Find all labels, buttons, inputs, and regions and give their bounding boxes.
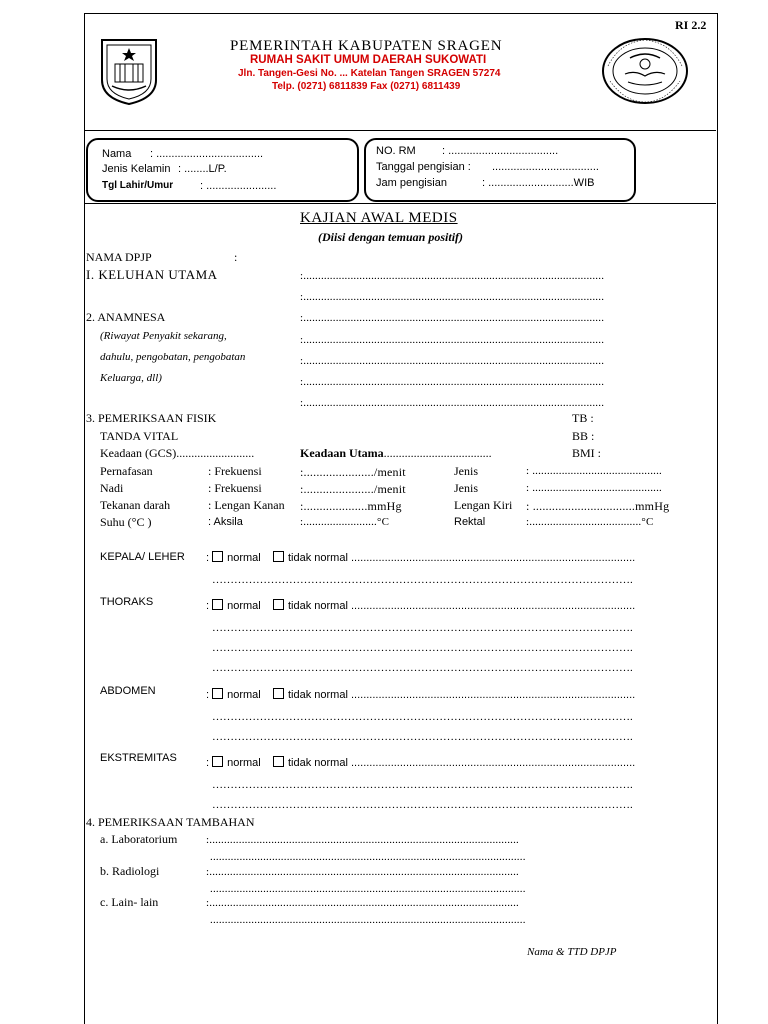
ekstremitas-line-1[interactable]: …………………………………………………………………………………………………….	[212, 779, 633, 791]
thoraks-tidak-normal-field[interactable]: .............................................................................................	[350, 600, 636, 612]
vital-pernafasan-sub: : Frekuensi	[208, 464, 262, 478]
abdomen-label: ABDOMEN	[100, 685, 156, 697]
abdomen-colon: :	[206, 689, 210, 701]
jenis-kelamin-field[interactable]: : ........L/P.	[178, 163, 227, 175]
pemeriksaan-fisik-label: 3. PEMERIKSAAN FISIK	[86, 411, 217, 425]
signature-label: Nama & TTD DPJP	[527, 946, 617, 958]
vital-tekanan-label2: Lengan Kiri	[454, 498, 513, 512]
dpjp-label: NAMA DPJP	[86, 250, 152, 264]
vital-pernafasan-label2: Jenis	[454, 464, 478, 478]
vital-tekanan-value[interactable]: :....................mmHg	[300, 499, 402, 513]
laboratorium-line-1[interactable]: :.........................................................................................................	[206, 834, 520, 846]
thoraks-line-2[interactable]: …………………………………………………………………………………………………….	[212, 642, 633, 654]
ekstremitas-line-2[interactable]: …………………………………………………………………………………………………….	[212, 799, 633, 811]
radiologi-label: b. Radiologi	[100, 864, 160, 878]
tgl-lahir-field[interactable]: : .......................	[200, 180, 277, 192]
thoraks-normal-label: normal	[227, 600, 261, 612]
vital-suhu-sub: : Aksila	[208, 516, 243, 528]
form-subtitle: (Diisi dengan temuan positif)	[318, 230, 464, 244]
abdomen-normal-label: normal	[227, 689, 261, 701]
lain-lain-line-1[interactable]: :.........................................................................................................	[206, 897, 520, 909]
vital-nadi-value[interactable]: :....................../menit	[300, 482, 406, 496]
thoraks-options	[206, 599, 635, 612]
kepala-line-1[interactable]: …………………………………………………………………………………………………….	[212, 574, 633, 586]
lain-lain-label: c. Lain- lain	[100, 895, 159, 909]
kepala-tidak-normal-checkbox[interactable]	[273, 551, 284, 562]
jam-label: Jam pengisian	[376, 177, 447, 189]
vital-suhu-label: Suhu (°C )	[100, 515, 152, 529]
anamnesa-line-4[interactable]: :......................................................................................................	[300, 376, 605, 388]
radiologi-line-1[interactable]: :.........................................................................................................	[206, 866, 520, 878]
bb-field[interactable]: BB :	[572, 429, 595, 443]
kepala-options	[206, 551, 635, 564]
hospital-address: Jln. Tangen-Gesi No. ... Katelan Tangen SRAGEN 57274	[238, 68, 501, 79]
anamnesa-note-1: (Riwayat Penyakit sekarang,	[100, 330, 227, 342]
ekstremitas-tidak-normal-checkbox[interactable]	[273, 756, 284, 767]
vital-tekanan-label: Tekanan darah	[100, 498, 171, 512]
anamnesa-line-3[interactable]: :......................................................................................................	[300, 355, 605, 367]
vital-tekanan-value2[interactable]: : ................................mmHg	[526, 499, 670, 513]
keadaan-gcs-field[interactable]: Keadaan (GCS)..........................	[100, 446, 255, 460]
vital-nadi-label: Nadi	[100, 481, 124, 495]
keluhan-utama-label: I. KELUHAN UTAMA	[86, 267, 218, 282]
kepala-colon: :	[206, 552, 210, 564]
kepala-tidak-normal-field[interactable]: .............................................................................................	[350, 552, 636, 564]
vital-nadi-label2: Jenis	[454, 481, 478, 495]
tanggal-field[interactable]: ...................................	[492, 161, 599, 173]
government-name: PEMERINTAH KABUPATEN SRAGEN	[230, 38, 503, 54]
jam-field[interactable]: : ............................WIB	[482, 177, 595, 189]
radiologi-line-2[interactable]: ...........................................................................................................	[210, 883, 526, 895]
nama-label: Nama	[102, 148, 132, 160]
form-title: KAJIAN AWAL MEDIS	[300, 210, 458, 226]
anamnesa-note-3: Keluarga, dll)	[100, 372, 162, 384]
keluhan-line-2[interactable]: :......................................................................................................	[300, 291, 605, 303]
vital-tekanan-sub: : Lengan Kanan	[208, 498, 285, 512]
tanggal-label: Tanggal pengisian :	[376, 161, 471, 173]
vital-pernafasan-value[interactable]: :....................../menit	[300, 465, 406, 479]
anamnesa-note-2: dahulu, pengobatan, pengobatan	[100, 351, 246, 363]
patient-divider	[84, 203, 716, 204]
ekstremitas-label: EKSTREMITAS	[100, 752, 177, 764]
header-divider	[84, 130, 716, 131]
hospital-seal-logo	[600, 36, 690, 106]
ekstremitas-normal-label: normal	[227, 757, 261, 769]
kepala-leher-label: KEPALA/ LEHER	[100, 551, 185, 563]
regency-crest-logo	[98, 36, 160, 106]
nama-field[interactable]: : ...................................	[150, 148, 264, 160]
lain-lain-line-2[interactable]: ...........................................................................................................	[210, 914, 526, 926]
vital-suhu-value2[interactable]: :......................................°C	[526, 516, 654, 528]
abdomen-tidak-normal-field[interactable]: .............................................................................................	[350, 689, 636, 701]
thoraks-normal-checkbox[interactable]	[212, 599, 223, 610]
tb-field[interactable]: TB :	[572, 411, 594, 425]
tgl-lahir-label: Tgl Lahir/Umur	[102, 180, 174, 191]
thoraks-tidak-normal-label: tidak normal	[287, 600, 348, 612]
vital-nadi-sub: : Frekuensi	[208, 481, 262, 495]
jenis-kelamin-label: Jenis Kelamin	[102, 163, 171, 175]
anamnesa-label: 2. ANAMNESA	[86, 310, 166, 324]
laboratorium-label: a. Laboratorium	[100, 832, 178, 846]
vital-pernafasan-label: Pernafasan	[100, 464, 153, 478]
abdomen-line-1[interactable]: …………………………………………………………………………………………………….	[212, 711, 633, 723]
thoraks-label: THORAKS	[100, 596, 154, 608]
kepala-tidak-normal-label: tidak normal	[287, 552, 348, 564]
pemeriksaan-tambahan-label: 4. PEMERIKSAAN TAMBAHAN	[86, 815, 255, 829]
abdomen-line-2[interactable]: …………………………………………………………………………………………………….	[212, 731, 633, 743]
keluhan-line-1[interactable]: :......................................................................................................	[300, 270, 605, 282]
tanda-vital-label: TANDA VITAL	[100, 429, 179, 443]
ekstremitas-normal-checkbox[interactable]	[212, 756, 223, 767]
ekstremitas-colon: :	[206, 757, 210, 769]
dpjp-field[interactable]: :	[234, 250, 238, 264]
abdomen-normal-checkbox[interactable]	[212, 688, 223, 699]
abdomen-tidak-normal-label: tidak normal	[287, 689, 348, 701]
thoraks-tidak-normal-checkbox[interactable]	[273, 599, 284, 610]
laboratorium-line-2[interactable]: ...........................................................................................................	[210, 851, 526, 863]
keadaan-utama-field[interactable]: ....................................	[383, 446, 492, 460]
thoraks-line-3[interactable]: …………………………………………………………………………………………………….	[212, 662, 633, 674]
kepala-normal-checkbox[interactable]	[212, 551, 223, 562]
no-rm-label: NO. RM	[376, 145, 416, 157]
vital-nadi-value2[interactable]: : ............................................	[526, 482, 663, 494]
abdomen-options	[206, 688, 635, 701]
ekstremitas-options	[206, 756, 635, 769]
vital-suhu-label2: Rektal	[454, 516, 486, 528]
thoraks-line-1[interactable]: …………………………………………………………………………………………………….	[212, 622, 633, 634]
anamnesa-line-2[interactable]: :......................................................................................................	[300, 334, 605, 346]
keadaan-utama-title: Keadaan Utama	[300, 446, 384, 460]
vital-suhu-value[interactable]: :.........................°C	[300, 516, 390, 528]
anamnesa-line-5[interactable]: :......................................................................................................	[300, 397, 605, 409]
keadaan-utama-label	[300, 446, 492, 461]
thoraks-colon: :	[206, 600, 210, 612]
hospital-phone: Telp. (0271) 6811839 Fax (0271) 6811439	[272, 81, 461, 92]
document-code: RI 2.2	[675, 18, 707, 32]
abdomen-tidak-normal-checkbox[interactable]	[273, 688, 284, 699]
anamnesa-line-1[interactable]: :......................................................................................................	[300, 312, 605, 324]
ekstremitas-tidak-normal-field[interactable]: .............................................................................................	[350, 757, 636, 769]
bmi-field[interactable]: BMI :	[572, 446, 602, 460]
no-rm-field[interactable]: : ....................................	[442, 145, 559, 157]
hospital-name: RUMAH SAKIT UMUM DAERAH SUKOWATI	[250, 54, 487, 66]
ekstremitas-tidak-normal-label: tidak normal	[287, 757, 348, 769]
vital-pernafasan-value2[interactable]: : ............................................	[526, 465, 663, 477]
kepala-normal-label: normal	[227, 552, 261, 564]
